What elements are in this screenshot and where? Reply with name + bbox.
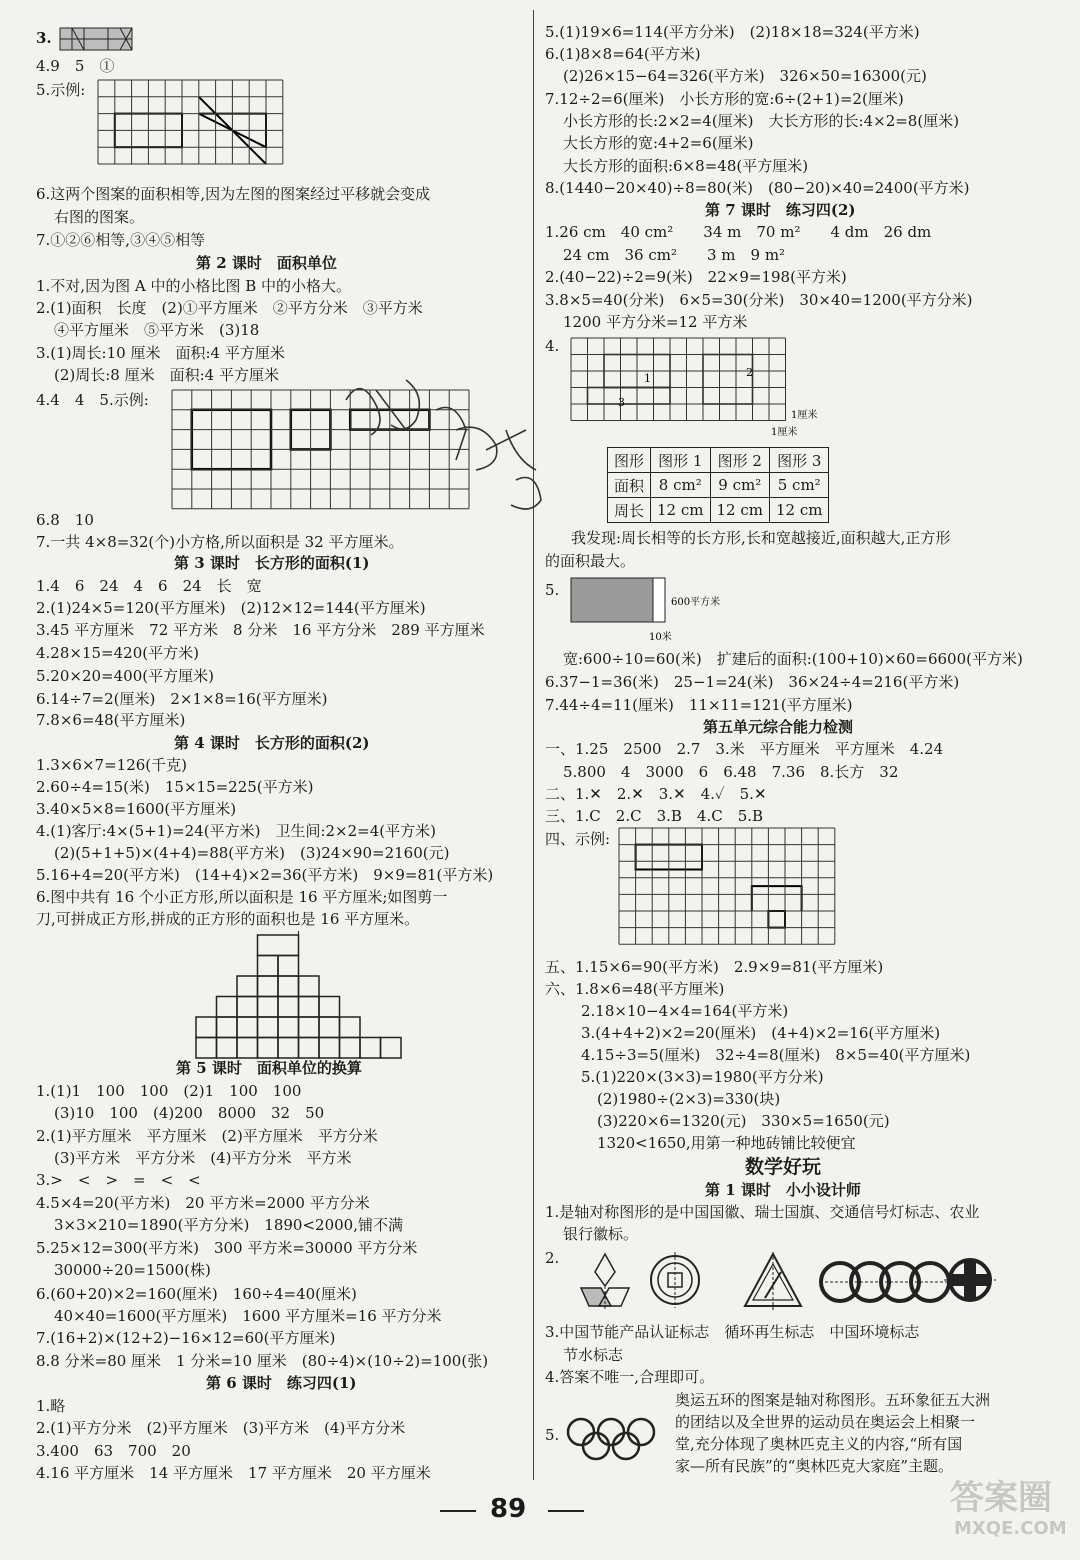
fun-math-title: 数学好玩 [745, 1156, 822, 1178]
l7-q2: 2.(40−22)÷2=9(米) 22×9=198(平方米) [545, 268, 847, 286]
l5-q8: 8.8 分米=80 厘米 1 分米=10 厘米 (80÷4)×(10÷2)=100(张) [36, 1352, 489, 1370]
r-q7-line1: 7.12÷2=6(厘米) 小长方形的宽:6÷(2+1)=2(厘米) [545, 90, 904, 108]
q3-number: 3. [36, 29, 52, 47]
pyramid-top-square [258, 935, 299, 956]
table-cell: 面积 [608, 473, 651, 498]
l6-q4: 4.16 平方厘米 14 平方厘米 17 平方厘米 20 平方厘米 [36, 1464, 431, 1482]
q3-strip-figure [60, 28, 132, 50]
pyramid-square [258, 956, 279, 977]
l4-q4-line2: (2)(5+1+5)×(4+4)=88(平方米) (3)24×90=2160(元) [54, 844, 450, 862]
table-cell: 图形 3 [769, 448, 828, 473]
shape-2 [703, 355, 753, 405]
unit5-s6-line4: 4.15÷3=5(厘米) 32÷4=8(厘米) 8×5=40(平方厘米) [581, 1046, 971, 1064]
fun-q5-text-line3: 堂,充分体现了奥林匹克主义的内容,“所有国 [675, 1435, 963, 1453]
l5-q7: 7.(16+2)×(12+2)−16×12=60(平方厘米) [36, 1329, 336, 1347]
l2-q2-line1: 2.(1)面积 长度 (2)①平方厘米 ②平方分米 ③平方米 [36, 299, 423, 317]
grid-label-3: 3 [618, 396, 625, 409]
pyramid-square [319, 1017, 340, 1038]
l2-q1: 1.不对,因为图 A 中的小格比图 B 中的小格大。 [36, 277, 352, 295]
l7-q5-answer: 宽:600÷10=60(米) 扩建后的面积:(100+10)×60=6600(平方米) [563, 650, 1023, 668]
fun-q2: 2. [545, 1249, 560, 1267]
l2-q3-line1: 3.(1)周长:10 厘米 面积:4 平方厘米 [36, 344, 285, 362]
pyramid-square [299, 976, 320, 997]
fun-q3-line1: 3.中国节能产品认证标志 循环再生标志 中国环境标志 [545, 1323, 920, 1341]
unit5-s6-line2: 2.18×10−4×4=164(平方米) [581, 1002, 789, 1020]
unit5-s5: 五、1.15×6=90(平方米) 2.9×9=81(平方厘米) [545, 958, 884, 976]
l7-q7: 7.44÷4=11(厘米) 11×11=121(平方厘米) [545, 696, 853, 714]
unit5-title: 第五单元综合能力检测 [703, 718, 854, 736]
pyramid-square [237, 976, 258, 997]
unit5-s6-line1: 六、1.8×6=48(平方厘米) [545, 980, 725, 998]
r-q7-line4: 大长方形的面积:6×8=48(平方厘米) [563, 157, 809, 175]
page-number-dash-left [440, 1510, 476, 1512]
pyramid-square [360, 1038, 381, 1059]
symmetry-logos-figure [575, 1252, 995, 1312]
pyramid-square [237, 1038, 258, 1059]
pyramid-square [217, 997, 238, 1018]
pyramid-square [196, 1017, 217, 1038]
watermark [940, 1460, 1070, 1555]
table-cell: 12 cm [651, 498, 710, 523]
pyramid-square [299, 997, 320, 1018]
l7-q1-line1: 1.26 cm 40 cm² 34 m 70 m² 4 dm 26 dm [545, 223, 932, 241]
column-divider [533, 10, 534, 1480]
l4-q5: 5.16+4=20(平方米) (14+4)×2=36(平方米) 9×9=81(平方米) [36, 866, 494, 884]
l7-q4: 4. [545, 337, 560, 355]
pyramid-square [381, 1038, 402, 1059]
fun-q5-text-line1: 奥运五环的图案是轴对称图形。五环象征五大洲 [675, 1391, 991, 1409]
perimeter-area-table [607, 447, 829, 523]
fun-q4: 4.答案不唯一,合理即可。 [545, 1368, 715, 1386]
fun-q5-text-line4: 家—所有民族”的“奥林匹克大家庭”主题。 [675, 1457, 954, 1475]
shape-3 [588, 388, 671, 405]
table-row [608, 448, 829, 473]
length-label: 10米 [649, 632, 672, 643]
pyramid-square [258, 997, 279, 1018]
l2-q4-q5: 4.4 4 5.示例: [36, 391, 149, 409]
cross-emblem-icon [944, 1260, 996, 1300]
pyramid-square [278, 997, 299, 1018]
l6-q2: 2.(1)平方分米 (2)平方厘米 (3)平方米 (4)平方分米 [36, 1419, 406, 1437]
olympic-rings-icon [563, 1418, 673, 1468]
pyramid-square [340, 1038, 361, 1059]
fun-q1-line2: 银行徽标。 [563, 1225, 639, 1243]
l4-q3: 3.40×5×8=1600(平方厘米) [36, 800, 237, 818]
table-cell: 图形 2 [710, 448, 769, 473]
unit5-s1-line2: 5.800 4 3000 6 6.48 7.36 8.长方 32 [563, 763, 899, 781]
l2-q7: 7.一共 4×8=32(个)小方格,所以面积是 32 平方厘米。 [36, 533, 404, 551]
l5-q4-line2: 3×3×210=1890(平方分米) 1890<2000,铺不满 [54, 1216, 403, 1234]
l5-q2-line2: (3)平方米 平方分米 (4)平方分米 平方米 [54, 1149, 352, 1167]
l5-q6-line2: 40×40=1600(平方厘米) 1600 平方厘米=16 平方分米 [54, 1307, 442, 1325]
l6-q3: 3.400 63 700 20 [36, 1442, 191, 1460]
l7-q5-field-figure [571, 578, 741, 648]
l7-q4-grid [571, 338, 821, 438]
l4-q1: 1.3×6×7=126(千克) [36, 756, 187, 774]
page-number: 89 [490, 1494, 527, 1524]
pyramid-square [196, 1038, 217, 1059]
mitsubishi-logo-icon [581, 1254, 629, 1310]
l2-q3-line2: (2)周长:8 厘米 面积:4 平方厘米 [54, 366, 279, 384]
page-number-dash-right [548, 1510, 584, 1512]
l5-q5-line1: 5.25×12=300(平方米) 300 平方米=30000 平方分米 [36, 1239, 418, 1257]
lesson2-title: 第 2 课时 面积单位 [196, 254, 337, 272]
grid-label-2: 2 [746, 366, 753, 379]
r-q7-line2: 小长方形的长:2×2=4(厘米) 大长方形的长:4×2=8(厘米) [563, 112, 960, 130]
pyramid-square [278, 976, 299, 997]
coin-emblem-icon [651, 1252, 699, 1308]
l6-q1: 1.略 [36, 1397, 66, 1415]
pyramid-square [237, 997, 258, 1018]
pyramid-square [278, 1038, 299, 1059]
pyramid-square [319, 1038, 340, 1059]
table-row [608, 473, 829, 498]
pyramid-square [258, 1038, 279, 1059]
table-cell: 8 cm² [651, 473, 710, 498]
l3-q2: 2.(1)24×5=120(平方厘米) (2)12×12=144(平方厘米) [36, 599, 426, 617]
handwriting-scribble [336, 370, 566, 530]
l5-q1-line1: 1.(1)1 100 100 (2)1 100 100 [36, 1082, 302, 1100]
r-q8: 8.(1440−20×40)÷8=80(米) (80−20)×40=2400(平方米) [545, 179, 970, 197]
r-q6-line1: 6.(1)8×8=64(平方米) [545, 45, 701, 63]
l3-q4: 4.28×15=420(平方米) [36, 644, 199, 662]
table-cell: 12 cm [710, 498, 769, 523]
unit5-s4-grid [619, 828, 839, 953]
pyramid-square [278, 1017, 299, 1038]
fun-q3-line2: 节水标志 [563, 1346, 624, 1364]
pyramid-square [217, 1017, 238, 1038]
table-row [608, 498, 829, 523]
l4-q6-pyramid-figure [196, 935, 376, 1040]
l1-q4: 4.9 5 ① [36, 57, 115, 75]
l5-q6-line1: 6.(60+20)×2=160(厘米) 160÷4=40(厘米) [36, 1285, 357, 1303]
watermark-url: MXQE.COM [954, 1518, 1067, 1539]
l3-q7: 7.8×6=48(平方厘米) [36, 711, 186, 729]
l7-q6: 6.37−1=36(米) 25−1=24(米) 36×24÷4=216(平方米) [545, 673, 960, 691]
l2-q6: 6.8 10 [36, 511, 94, 529]
unit5-s4: 四、示例: [545, 830, 611, 848]
lesson6-title: 第 6 课时 练习四(1) [206, 1374, 357, 1392]
l7-q3-line2: 1200 平方分米=12 平方米 [563, 313, 748, 331]
house-roof-shape [752, 886, 802, 911]
l7-finding-line2: 的面积最大。 [545, 552, 636, 570]
l5-q4-line1: 4.5×4=20(平方米) 20 平方米=2000 平方分米 [36, 1194, 370, 1212]
l1-q6-line2: 右图的图案。 [54, 208, 145, 226]
l7-q1-line2: 24 cm 36 cm² 3 m 9 m² [563, 246, 786, 264]
watermark-logo-text: 答案圈 [950, 1478, 1052, 1518]
fun-q1-line1: 1.是轴对称图形的是中国国徽、瑞士国旗、交通信号灯标志、农业 [545, 1203, 980, 1221]
unit5-s1-line1: 一、1.25 2500 2.7 3.米 平方厘米 平方厘米 4.24 [545, 740, 944, 758]
l3-q3: 3.45 平方厘米 72 平方米 8 分米 16 平方分米 289 平方厘米 [36, 621, 485, 639]
unit5-s6-line7: (3)220×6=1320(元) 330×5=1650(元) [597, 1112, 890, 1130]
fun-lesson1-title: 第 1 课时 小小设计师 [705, 1181, 861, 1199]
pyramid-square [258, 1017, 279, 1038]
l4-q2: 2.60÷4=15(米) 15×15=225(平方米) [36, 778, 314, 796]
pyramid-square [319, 997, 340, 1018]
area-label: 600平方米 [671, 597, 721, 608]
unit5-s6-line5: 5.(1)220×(3×3)=1980(平方分米) [581, 1068, 824, 1086]
r-q5: 5.(1)19×6=114(平方分米) (2)18×18=324(平方米) [545, 23, 920, 41]
table-cell: 周长 [608, 498, 651, 523]
l4-q4-line1: 4.(1)客厅:4×(5+1)=24(平方米) 卫生间:2×2=4(平方米) [36, 822, 436, 840]
fun-q5-text-line2: 的团结以及全世界的运动员在奥运会上相聚一 [675, 1413, 976, 1431]
house-door-shape [768, 911, 785, 928]
unit-label-bottom: 1厘米 [771, 427, 798, 438]
l5-q1-line2: (3)10 100 (4)200 8000 32 50 [54, 1104, 325, 1122]
l3-q6: 6.14÷7=2(厘米) 2×1×8=16(平方厘米) [36, 690, 328, 708]
l7-q3-line1: 3.8×5=40(分米) 6×5=30(分米) 30×40=1200(平方分米) [545, 291, 973, 309]
l4-q6-line1: 6.图中共有 16 个小正方形,所以面积是 16 平方厘米;如图剪一 [36, 888, 448, 906]
unit-label-side: 1厘米 [791, 410, 818, 421]
l4-q6-line2: 刀,可拼成正方形,拼成的正方形的面积也是 16 平方厘米。 [36, 910, 420, 928]
l5-q5-line2: 30000÷20=1500(株) [54, 1261, 211, 1279]
table-cell: 5 cm² [769, 473, 828, 498]
pyramid-square [340, 1017, 361, 1038]
l1-q5: 5.示例: [36, 81, 86, 99]
table-cell: 12 cm [769, 498, 828, 523]
table-cell: 图形 1 [651, 448, 710, 473]
table-cell: 图形 [608, 448, 651, 473]
pyramid-square [278, 956, 299, 977]
pyramid-square [299, 1017, 320, 1038]
warning-sign-icon [745, 1252, 801, 1310]
l7-finding-line1: 我发现:周长相等的长方形,长和宽越接近,面积越大,正方形 [571, 529, 951, 547]
table-cell: 9 cm² [710, 473, 769, 498]
l5-q3: 3.> < > = < < [36, 1171, 201, 1189]
unit5-s3: 三、1.C 2.C 3.B 4.C 5.B [545, 807, 764, 825]
pyramid-square [237, 1017, 258, 1038]
l1-q6-line1: 6.这两个图案的面积相等,因为左图的图案经过平移就会变成 [36, 185, 431, 203]
l5-q2-line1: 2.(1)平方厘米 平方厘米 (2)平方厘米 平方分米 [36, 1127, 378, 1145]
l1-q7: 7.①②⑥相等,③④⑤相等 [36, 231, 206, 249]
lesson5-title: 第 5 课时 面积单位的换算 [176, 1059, 362, 1077]
unit5-s6-line6: (2)1980÷(2×3)=330(块) [597, 1090, 781, 1108]
fun-q5: 5. [545, 1426, 560, 1444]
r-q6-line2: (2)26×15−64=326(平方米) 326×50=16300(元) [563, 67, 927, 85]
pyramid-square [217, 1038, 238, 1059]
r-q7-line3: 大长方形的宽:4+2=6(厘米) [563, 134, 754, 152]
pyramid-square [258, 976, 279, 997]
lesson3-title: 第 3 课时 长方形的面积(1) [174, 554, 370, 572]
l3-q1: 1.4 6 24 4 6 24 长 宽 [36, 577, 262, 595]
l1-q5-grid [98, 80, 283, 175]
unit5-s6-line8: 1320<1650,用第一种地砖铺比较便宜 [597, 1134, 856, 1152]
pyramid-square [299, 1038, 320, 1059]
l7-q5: 5. [545, 581, 560, 599]
l2-q2-line2: ④平方厘米 ⑤平方米 (3)18 [54, 321, 260, 339]
lesson7-title: 第 7 课时 练习四(2) [705, 201, 856, 219]
grid-label-1: 1 [644, 372, 651, 385]
unit5-s2: 二、1.✕ 2.✕ 3.✕ 4.✓ 5.✕ [545, 785, 767, 803]
l3-q5: 5.20×20=400(平方厘米) [36, 667, 214, 685]
linked-rings-icon [820, 1263, 952, 1301]
unit5-s6-line3: 3.(4+4+2)×2=20(厘米) (4+4)×2=16(平方厘米) [581, 1024, 941, 1042]
lesson4-title: 第 4 课时 长方形的面积(2) [174, 734, 370, 752]
